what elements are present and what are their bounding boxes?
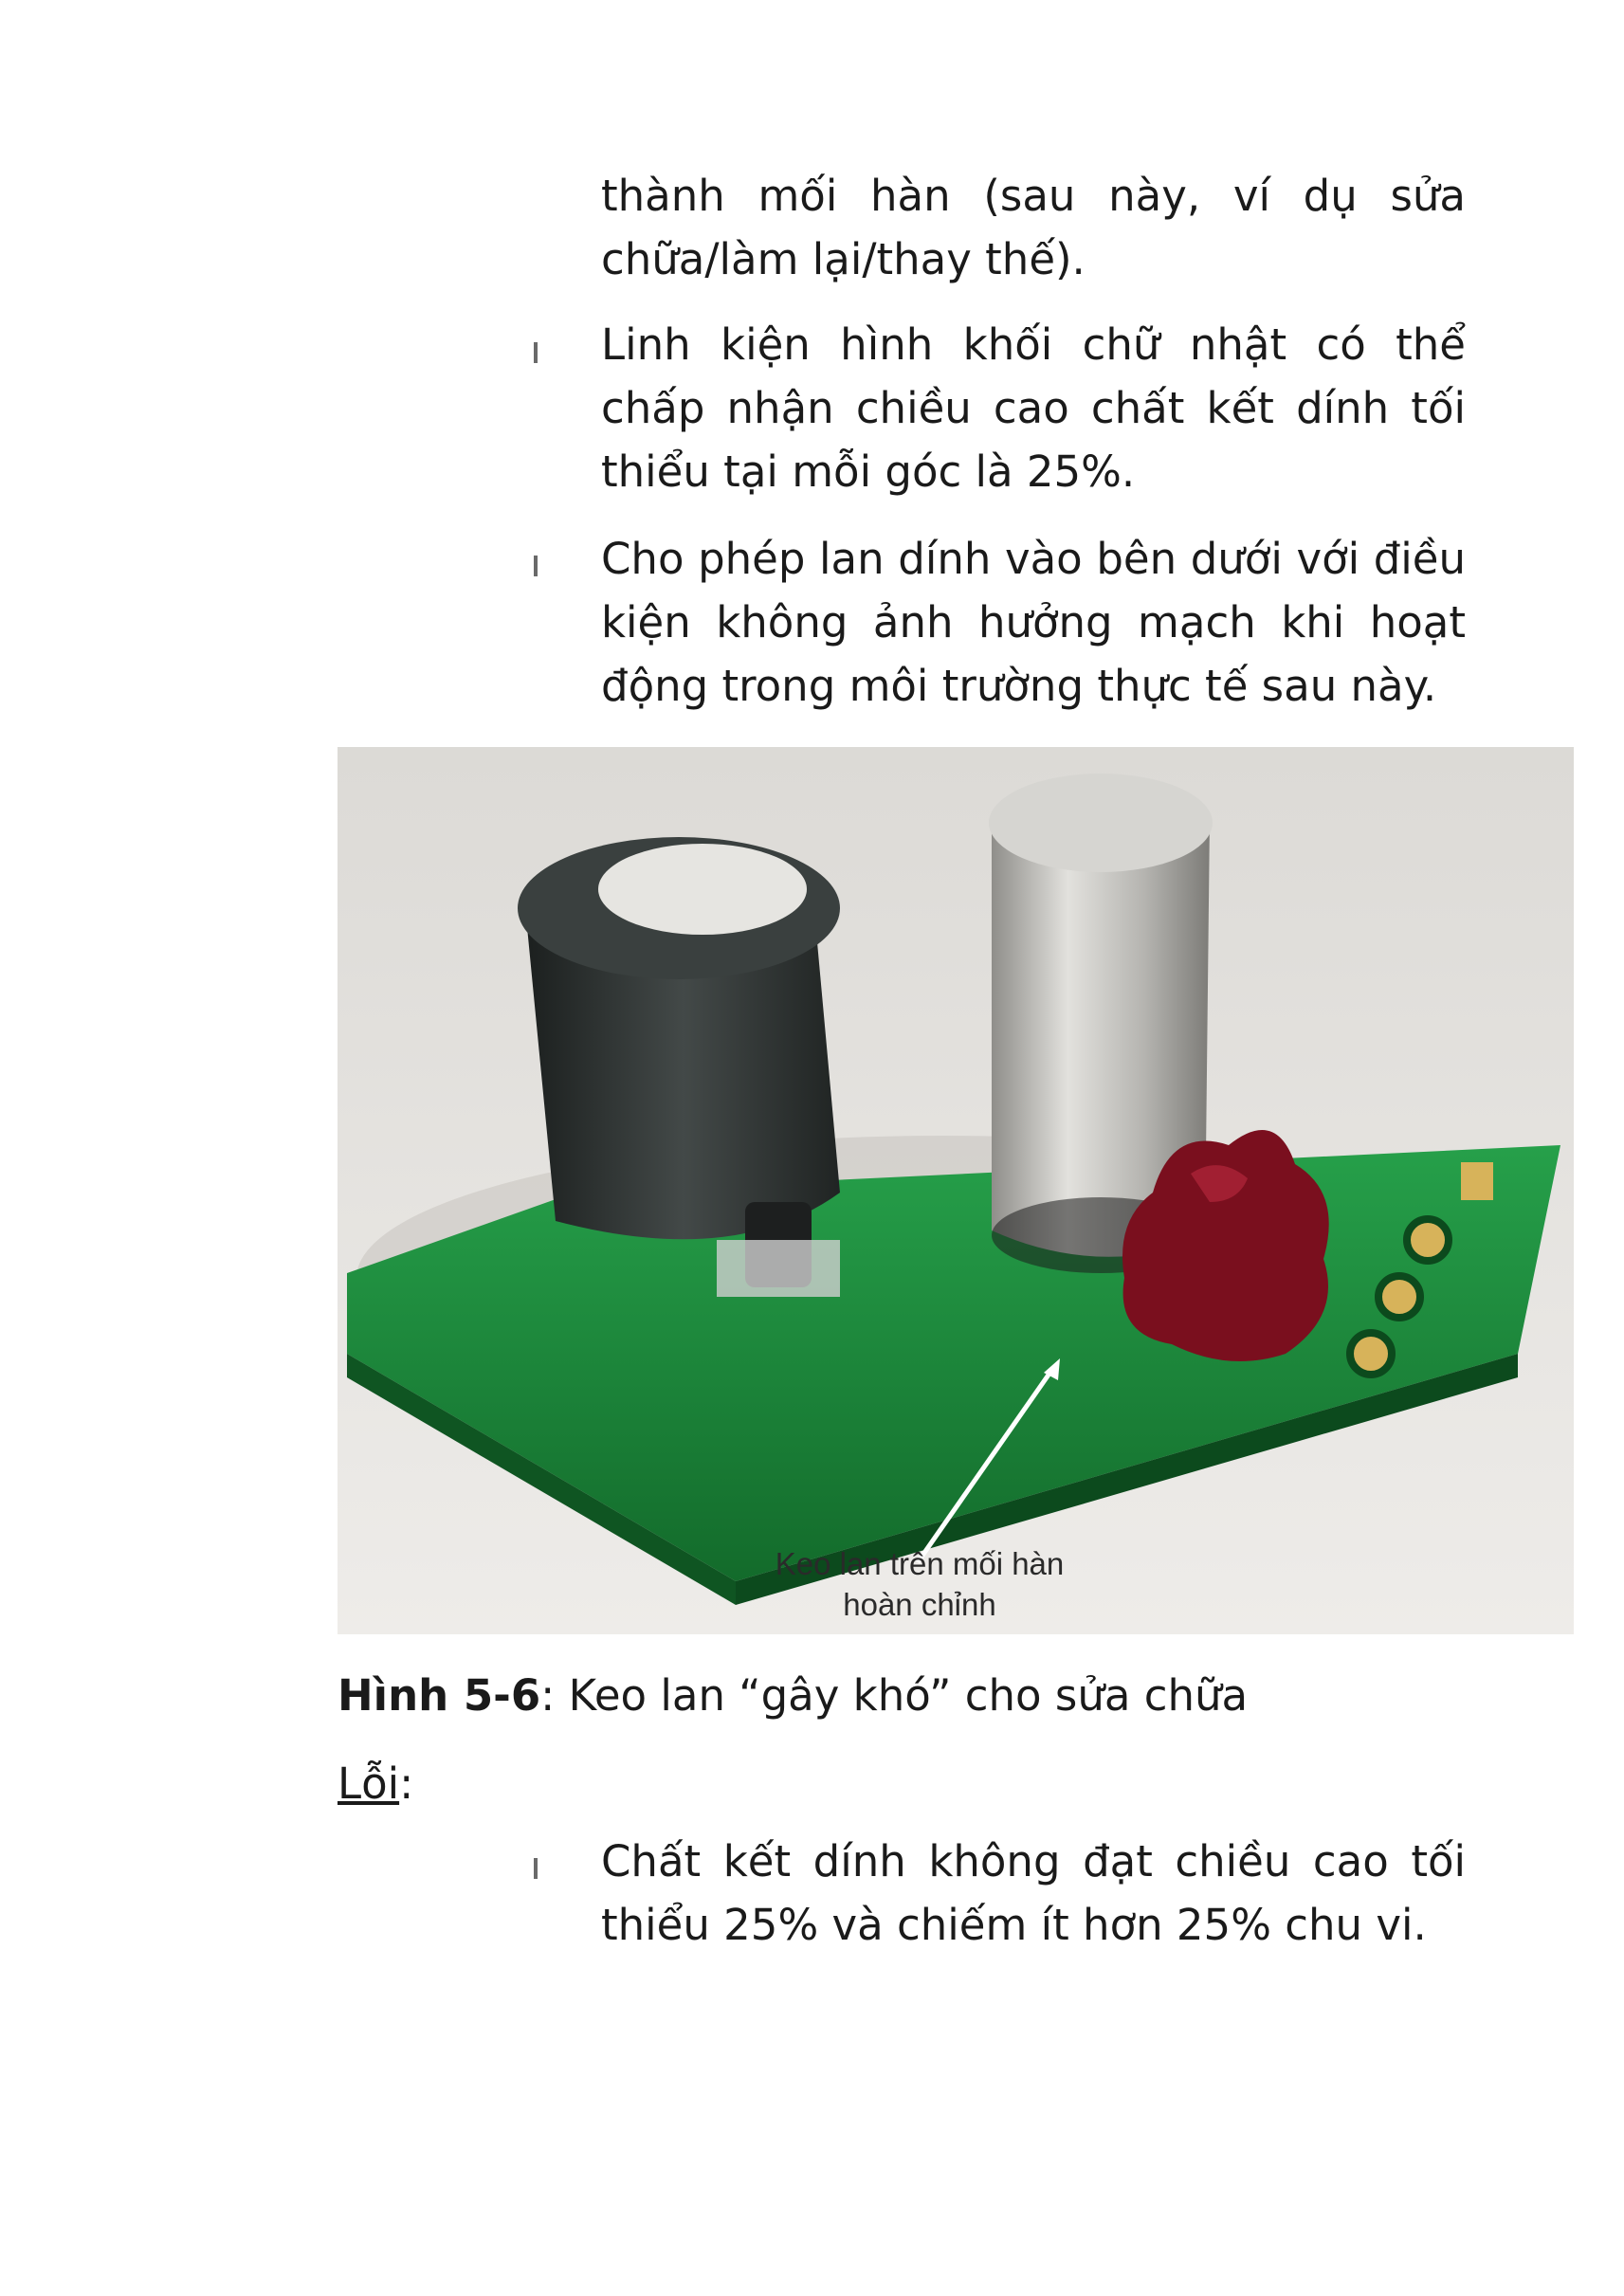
callout-line-1: Keo lan trên mối hàn [775, 1546, 1065, 1581]
bullet-paragraph: Cho phép lan dính vào bên dưới với điều kiện không ảnh hưởng mạch khi hoạt động trong môi trường thực tế sau này. [601, 534, 1466, 711]
continuation-paragraph: thành mối hàn (sau này, ví dụ sửa chữa/làm lại/thay thế). [601, 171, 1466, 284]
bullet-marker [534, 1858, 538, 1879]
bullet-marker [534, 556, 538, 576]
figure-photo [338, 747, 1574, 1634]
section-heading-text: Lỗi [338, 1758, 400, 1809]
bullet-marker [534, 342, 538, 363]
caption-label: Hình 5-6 [338, 1670, 541, 1721]
figure-caption [338, 1664, 1248, 1727]
section-heading-colon: : [399, 1758, 414, 1809]
pcb-photo-illustration [338, 747, 1574, 1634]
figure-callout [721, 1543, 1119, 1625]
callout-line-2: hoàn chỉnh [843, 1587, 996, 1622]
defect-paragraph: Chất kết dính không đạt chiều cao tối thiểu 25% và chiếm ít hơn 25% chu vi. [601, 1836, 1466, 1950]
caption-text: : Keo lan “gây khó” cho sửa chữa [540, 1670, 1249, 1721]
bullet-paragraph: Linh kiện hình khối chữ nhật có thể chấp nhận chiều cao chất kết dính tối thiểu tại mỗi góc là 25%. [601, 319, 1466, 497]
section-heading [338, 1752, 413, 1815]
